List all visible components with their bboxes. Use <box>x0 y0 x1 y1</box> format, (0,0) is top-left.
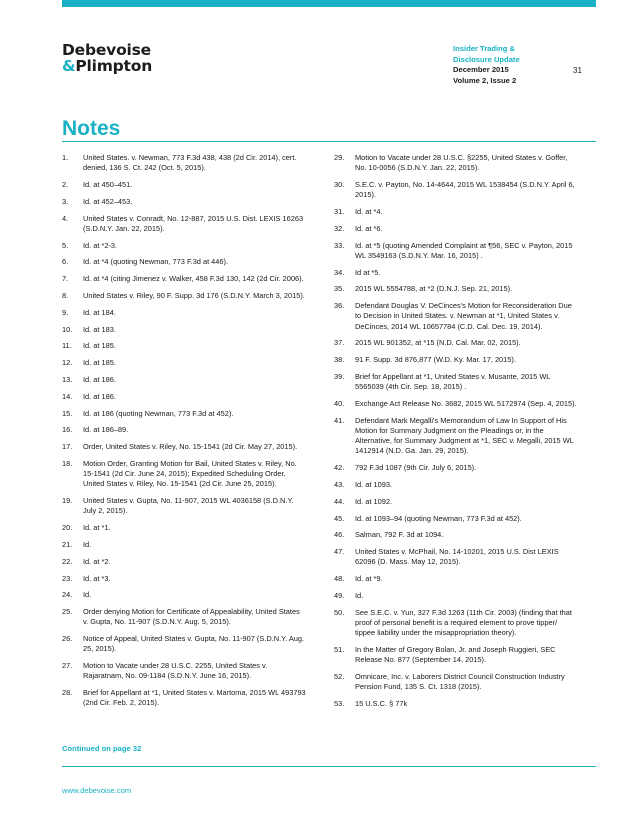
note-text: United States. v. Newman, 773 F.3d 438, 438 (2d Cir. 2014), cert. denied, 136 S. Ct. 242 (Oct. 5, 2015). <box>83 153 297 173</box>
note-number: 22. <box>62 556 73 566</box>
top-accent-bar <box>62 0 596 7</box>
note-number: 51. <box>334 644 345 654</box>
note-number: 9. <box>62 307 69 317</box>
note-item <box>334 463 578 473</box>
note-item <box>62 392 306 402</box>
note-text: Id at *5. <box>355 267 381 277</box>
note-text: Id. at *9. <box>355 574 383 584</box>
note-item <box>62 607 306 627</box>
continued-link[interactable]: Continued on page 32 <box>62 744 142 753</box>
note-text: 792 F.3d 1087 (9th Cir. July 6, 2015). <box>355 463 477 473</box>
note-number: 41. <box>334 415 345 425</box>
note-item <box>334 224 578 234</box>
note-item <box>62 325 306 335</box>
note-item <box>334 301 578 332</box>
note-item <box>334 268 578 278</box>
note-number: 15. <box>62 408 73 418</box>
note-number: 19. <box>62 496 73 506</box>
note-number: 31. <box>334 207 345 216</box>
note-item <box>334 480 578 490</box>
note-number: 49. <box>334 590 345 600</box>
page-number: 31 <box>573 66 582 75</box>
note-number: 52. <box>334 671 345 681</box>
note-number: 17. <box>62 442 73 452</box>
note-text: Id. at 1092. <box>355 496 392 506</box>
note-item <box>334 372 578 392</box>
note-text: Motion Order, Granting Motion for Bail, United States v. Riley, No. 15-1541 (2d Cir. June 24, 2015); Expedited Scheduling Order, United States v. Riley, No. 15-1541 (2d Cir. June 25, 2015). <box>83 458 297 489</box>
note-number: 1. <box>62 153 69 162</box>
note-number: 4. <box>62 213 69 223</box>
note-text: Id. at *4 (citing Jimenez v. Walker, 458 F.3d 130, 142 (2d Cir. 2006). <box>83 274 304 284</box>
note-number: 3. <box>62 196 69 206</box>
note-item <box>62 688 306 708</box>
note-number: 10. <box>62 324 73 334</box>
note-item <box>62 442 306 452</box>
logo-line2-text: Plimpton <box>75 57 153 75</box>
debevoise-plimpton-logo <box>62 42 152 74</box>
note-number: 18. <box>62 458 73 468</box>
logo-line2 <box>62 58 152 74</box>
note-number: 6. <box>62 257 69 267</box>
note-number: 33. <box>334 240 345 250</box>
note-item <box>62 341 306 351</box>
note-number: 44. <box>334 496 345 506</box>
note-text: Motion to Vacate under 28 U.S.C. §2255, United States v. Goffer, No. 10-0056 (S.D.N.Y. Jan. 22, 2015). <box>355 153 568 173</box>
note-text: Id. at *1. <box>83 523 111 533</box>
note-number: 43. <box>334 479 345 489</box>
note-text: Brief for Appellant at *1, United States v. Martoma, 2015 WL 493793 (2nd Cir. Feb. 2, 2015). <box>83 688 306 708</box>
note-text: Id. at *2-3. <box>83 240 118 250</box>
publication-title-line1: Insider Trading & <box>453 44 516 53</box>
note-text: Id. at 184. <box>83 307 116 317</box>
note-item <box>334 497 578 507</box>
note-item <box>62 574 306 584</box>
note-item <box>334 574 578 584</box>
note-item <box>334 530 578 540</box>
note-number: 36. <box>334 301 345 311</box>
note-item <box>62 409 306 419</box>
note-number: 53. <box>334 698 345 708</box>
note-text: Id. at 450–451. <box>83 180 133 189</box>
note-text: Order, United States v. Riley, No. 15-1541 (2d Cir. May 27, 2015). <box>83 442 298 452</box>
note-number: 37. <box>334 338 345 348</box>
note-text: Omnicare, Inc. v. Laborers District Council Construction Industry Pension Fund, 135 S. Ct. 1318 (2015). <box>355 671 565 692</box>
note-item <box>62 523 306 533</box>
note-item <box>62 590 306 600</box>
note-number: 2. <box>62 180 69 189</box>
note-text: Id. at *2. <box>83 556 111 566</box>
note-item <box>62 634 306 654</box>
note-number: 13. <box>62 374 73 384</box>
publication-title-line2: Disclosure Update <box>453 54 520 64</box>
note-text: United States v. Gupta, No. 11-907, 2015 WL 4036158 (S.D.N.Y. July 2, 2015). <box>83 496 294 516</box>
publication-volume: Volume 2, Issue 2 <box>453 75 517 85</box>
note-item <box>334 591 578 601</box>
note-item <box>62 197 306 207</box>
note-item <box>334 416 578 457</box>
note-text: Id. <box>83 539 92 549</box>
note-number: 42. <box>334 463 345 473</box>
note-text: Salman, 792 F. 3d at 1094. <box>355 530 444 540</box>
note-number: 48. <box>334 574 345 584</box>
note-text: United States v. Riley, 90 F. Supp. 3d 176 (S.D.N.Y. March 3, 2015). <box>83 290 305 300</box>
note-number: 39. <box>334 371 345 381</box>
note-text: 91 F. Supp. 3d 876,877 (W.D. Ky. Mar. 17, 2015). <box>355 355 516 365</box>
note-item <box>62 375 306 385</box>
note-text: United States v. McPhail, No. 14-10201, 2015 U.S. Dist LEXIS 62096 (D. Mass. May 12, 2015). <box>355 547 559 567</box>
note-item <box>62 540 306 550</box>
note-number: 11. <box>62 341 72 351</box>
note-item <box>62 214 306 234</box>
note-text: 2015 WL 5554788, at *2 (D.N.J. Sep. 21, 2015). <box>355 284 513 294</box>
note-text: Order denying Motion for Certificate of Appealability, United States v. Gupta, No. 11-907 (S.D.N.Y. Aug. 5, 2015). <box>83 607 300 627</box>
note-number: 14. <box>62 391 73 401</box>
note-number: 12. <box>62 358 73 368</box>
note-number: 45. <box>334 513 345 523</box>
note-item <box>62 180 306 190</box>
note-number: 47. <box>334 547 345 557</box>
note-text: See S.E.C. v. Yun, 327 F.3d 1263 (11th Cir. 2003) (finding that that proof of personal benefit is a required element to prove tipper/ tippee liability under the misappropriation theory). <box>355 607 572 638</box>
note-text: Id. at 452–453. <box>83 196 133 206</box>
note-text: Notice of Appeal, United States v. Gupta, No. 11-907 (S.D.N.Y. Aug. 25, 2015). <box>83 634 305 654</box>
note-number: 34. <box>334 267 345 277</box>
notes-column-left <box>62 153 306 715</box>
note-number: 30. <box>334 180 345 189</box>
note-text: Defendant Mark Megalli's Memorandum of Law In Support of His Motion for Summary Judgment on the Pleadings or, in the Alternative, for Summary Judgment at *1, SEC v. Megalli, 2015 WL 1412914 (N.D. Ga. Jan. 29, 2015). <box>355 415 574 456</box>
footer-divider <box>62 766 596 767</box>
note-text: Id. at *3. <box>83 573 111 583</box>
note-text: Id. at 183. <box>83 324 116 334</box>
note-item <box>62 291 306 301</box>
note-text: Id. at 1093. <box>355 479 392 489</box>
note-text: Id. at *6. <box>355 223 383 233</box>
note-text: Id. at 185. <box>83 341 116 351</box>
note-item <box>62 557 306 567</box>
note-text: Id. <box>355 590 364 600</box>
note-item <box>334 180 578 200</box>
note-number: 16. <box>62 425 73 435</box>
note-number: 46. <box>334 530 345 540</box>
note-item <box>62 308 306 318</box>
note-number: 20. <box>62 523 73 533</box>
note-number: 27. <box>62 661 73 671</box>
note-item <box>62 241 306 251</box>
note-number: 26. <box>62 634 73 644</box>
note-text: Id. at 186. <box>83 374 116 384</box>
note-item <box>62 153 306 173</box>
note-item <box>334 672 578 692</box>
note-number: 32. <box>334 223 345 233</box>
note-number: 21. <box>62 539 73 549</box>
note-text: United States v. Conradt, No. 12-887, 2015 U.S. Dist. LEXIS 16263 (S.D.N.Y. Jan. 22, 2015). <box>83 213 304 233</box>
note-item <box>62 257 306 267</box>
note-item <box>334 608 578 639</box>
note-text: Id. at 186 (quoting Newman, 773 F.3d at 452). <box>83 408 234 418</box>
note-item <box>334 338 578 348</box>
note-text: Id. at 185. <box>83 358 116 368</box>
note-text: Motion to Vacate under 28 U.S.C. 2255, United States v. Rajaratnam, No. 09-1184 (S.D.N.Y. June 16, 2015). <box>83 661 268 681</box>
note-item <box>62 661 306 681</box>
note-number: 29. <box>334 153 345 162</box>
note-item <box>62 459 306 490</box>
note-item <box>62 358 306 368</box>
note-number: 35. <box>334 284 345 294</box>
note-item <box>62 425 306 435</box>
note-text: Id. at 186–89. <box>83 425 129 435</box>
note-number: 24. <box>62 590 73 600</box>
publication-date: December 2015 <box>453 65 509 74</box>
note-text: Defendant Douglas V. DeCinces's Motion for Reconsideration Due to Decision in United States. v. Newman at *1, United States v. DeCinces, 2014 WL 10657784 (C.D. Cal. Dec. 19, 2014). <box>355 301 572 331</box>
note-number: 50. <box>334 607 345 617</box>
note-text: Id. <box>83 590 92 600</box>
page-title: Notes <box>62 117 121 140</box>
note-item <box>334 153 578 173</box>
logo-ampersand: & <box>62 57 76 75</box>
note-text: Id. at *4 (quoting Newman, 773 F.3d at 446). <box>83 257 229 267</box>
note-number: 25. <box>62 607 73 617</box>
note-text: 2015 WL 901352, at *15 (N.D. Cal. Mar. 02, 2015). <box>355 338 521 348</box>
note-number: 40. <box>334 398 345 408</box>
note-item <box>334 399 578 409</box>
note-item <box>334 699 578 709</box>
note-item <box>334 207 578 217</box>
note-item <box>334 241 578 261</box>
note-text: Brief for Appellant at *1, United States v. Musante, 2015 WL 5565039 (4th Cir. Sep. 18, 2015) . <box>355 371 551 392</box>
note-item <box>334 355 578 365</box>
note-item <box>334 284 578 294</box>
website-link[interactable]: www.debevoise.com <box>62 786 132 795</box>
note-item <box>334 547 578 567</box>
logo-line1: Debevoise <box>62 41 151 59</box>
notes-column-right <box>334 153 578 716</box>
note-number: 8. <box>62 290 69 300</box>
note-text: Id. at *5 (quoting Amended Complaint at ¶56, SEC v. Payton, 2015 WL 3549163 (S.D.N.Y. Mar. 16, 2015) . <box>355 240 573 260</box>
title-divider <box>62 141 596 142</box>
note-text: Id. at 1093–94 (quoting Newman, 773 F.3d at 452). <box>355 513 522 523</box>
note-number: 7. <box>62 274 69 284</box>
note-item <box>62 274 306 284</box>
note-item <box>62 496 306 516</box>
note-number: 28. <box>62 688 73 698</box>
note-text: In the Matter of Gregory Bolan, Jr. and Joseph Ruggieri, SEC Release No. 877 (September 14, 2015). <box>355 644 556 665</box>
note-text: Exchange Act Release No. 3682, 2015 WL 5172974 (Sep. 4, 2015). <box>355 398 577 408</box>
note-text: Id. at *4. <box>355 207 383 216</box>
note-number: 5. <box>62 240 69 250</box>
note-item <box>334 645 578 665</box>
note-number: 38. <box>334 355 345 365</box>
note-item <box>334 514 578 524</box>
note-number: 23. <box>62 573 73 583</box>
publication-info <box>453 44 520 86</box>
note-text: 15 U.S.C. § 77k <box>355 698 408 708</box>
note-text: Id. at 186. <box>83 391 116 401</box>
note-text: S.E.C. v. Payton, No. 14-4644, 2015 WL 1538454 (S.D.N.Y. April 6, 2015). <box>355 180 575 200</box>
